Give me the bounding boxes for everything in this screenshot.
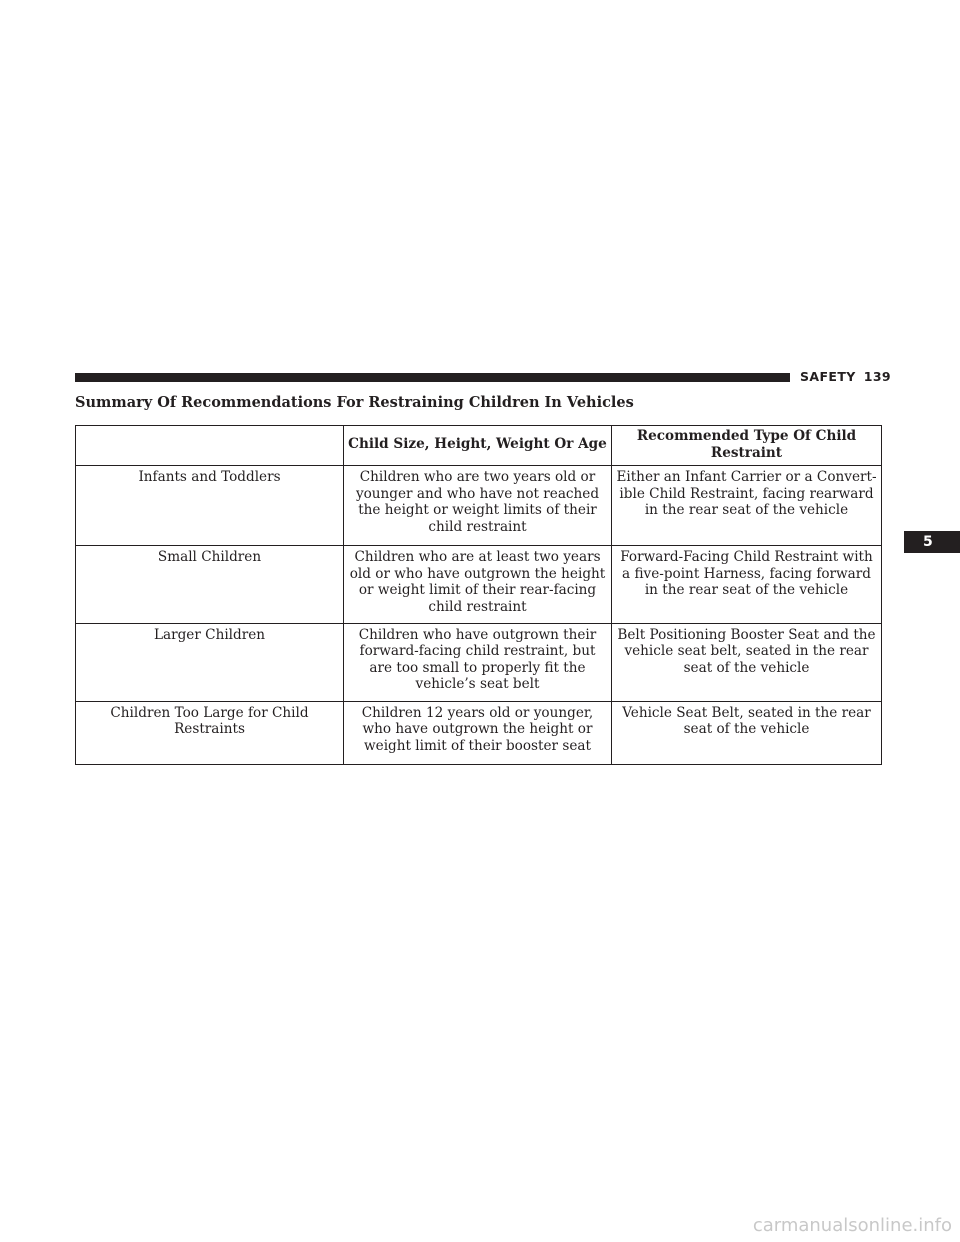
table-header-row [76, 426, 882, 466]
table-row [76, 466, 882, 546]
column-header-restraint-type: Recommended Type Of Child Restraint [612, 426, 882, 466]
header-section: SAFETY [800, 369, 856, 384]
table-row [76, 701, 882, 764]
column-header-category [76, 426, 344, 466]
cell-restraint-type: Forward-Facing Child Restraint with a five-point Harness, facing forward in the rear seat of the vehicle [612, 546, 882, 623]
table-row [76, 546, 882, 623]
cell-category: Small Children [76, 546, 344, 623]
watermark: carmanualsonline.info [752, 1215, 952, 1236]
table-row [76, 623, 882, 701]
cell-category: Infants and Toddlers [76, 466, 344, 546]
cell-restraint-type: Belt Positioning Booster Seat and the vehicle seat belt, seated in the rear seat of the vehicle [612, 623, 882, 701]
running-header [800, 369, 891, 385]
cell-restraint-type: Either an Infant Carrier or a Convert-ible Child Restraint, facing rearward in the rear seat of the vehicle [612, 466, 882, 546]
cell-child-size: Children 12 years old or younger, who have outgrown the height or weight limit of their booster seat [344, 701, 612, 764]
cell-restraint-type: Vehicle Seat Belt, seated in the rear seat of the vehicle [612, 701, 882, 764]
section-title: Summary Of Recommendations For Restraining Children In Vehicles [75, 394, 634, 411]
column-header-child-size: Child Size, Height, Weight Or Age [344, 426, 612, 466]
cell-category: Children Too Large for Child Restraints [76, 701, 344, 764]
cell-child-size: Children who are at least two years old or who have outgrown the height or weight limit of their rear-facing child restraint [344, 546, 612, 623]
cell-child-size: Children who are two years old or younger and who have not reached the height or weight limits of their child restraint [344, 466, 612, 546]
chapter-tab: 5 [904, 531, 960, 553]
cell-category: Larger Children [76, 623, 344, 701]
child-restraint-summary-table [75, 425, 882, 765]
page-number: 139 [863, 369, 892, 384]
cell-child-size: Children who have outgrown their forward-facing child restraint, but are too small to properly fit the vehicle’s seat belt [344, 623, 612, 701]
header-rule [75, 373, 790, 382]
